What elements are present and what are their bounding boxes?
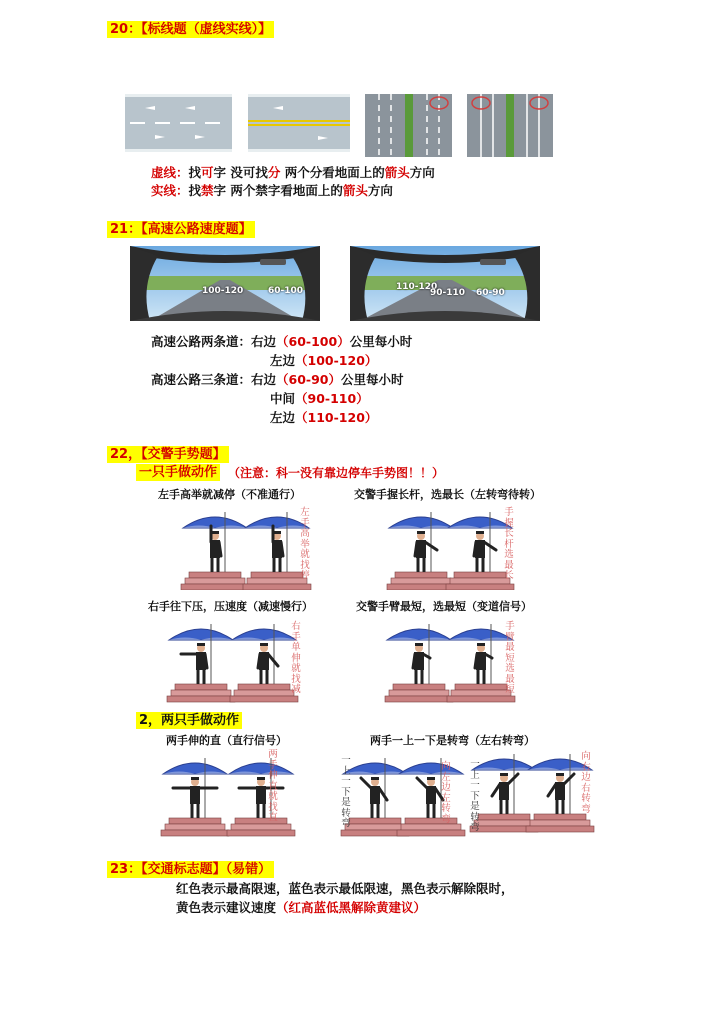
section-number: 20： [110,22,142,37]
gesture-mnemonic-1: 左手高举就找停 [300,507,310,581]
gesture-caption-6: 两手一上一下是转弯（左右转弯） [370,734,535,747]
gesture-mnemonic-6c: 一上一下是转弯 [470,759,480,833]
gesture-figure-2 [383,506,518,590]
gesture-figure-6b [468,748,596,838]
dashed-line-rule: 虚线：找可字 没可找分 两个分看地面上的箭头方向 [151,165,435,180]
section-23-heading: 23：【交通标志题】（易错） [107,861,274,878]
police-gesture-illustration [153,749,303,838]
gesture-mnemonic-6b: 向左边左转弯 [441,761,451,825]
gesture-mnemonic-5: 两手伸直就找直 [268,749,278,823]
two-lane-right-line: 高速公路两条道：右边（60-100）公里每小时 [151,334,413,349]
three-lane-left-line: 左边（110-120） [270,410,378,425]
gesture-mnemonic-6d: 向右边右转弯 [581,751,591,815]
one-hand-subheading: 一只手做动作 [136,464,220,481]
sign-color-rule-1: 红色表示最高限速，蓝色表示最低限速，黑色表示解除限时， [176,881,514,896]
speed-label-left: 110-120 [396,282,438,292]
gesture-caption-5: 两手伸的直（直行信号） [166,734,287,747]
highway-image-two-lane [130,246,320,321]
section-22-heading: 22，【交警手势题】 [107,446,229,463]
speed-label-right: 60-100 [268,286,304,296]
gesture-mnemonic-6a: 一上一下是转弯 [341,755,351,829]
highway-image-three-lane [350,246,540,321]
police-gesture-illustration [160,618,305,704]
road-image-dashed [125,94,232,152]
gesture-figure-5 [153,749,303,838]
gesture-figure-1 [176,506,316,590]
gesture-caption-2: 交警手握长杆，选最长（左转弯待转） [354,488,541,501]
three-lane-right-line: 高速公路三条道：右边（60-90）公里每小时 [151,372,404,387]
two-lane-left-line: 左边（100-120） [270,353,378,368]
police-gesture-illustration [380,618,520,704]
road-image-aerial-1 [365,94,452,157]
gesture-figure-3 [160,618,305,704]
solid-line-rule: 实线：找禁字 两个禁字看地面上的箭头方向 [151,183,393,198]
three-lane-mid-line: 中间（90-110） [270,391,369,406]
two-hand-subheading: 2，两只手做动作 [136,712,242,729]
speed-label-left: 100-120 [202,286,244,296]
gesture-caption-4: 交警手臂最短，选最短（变道信号） [356,600,532,613]
police-gesture-illustration [383,506,518,590]
gesture-caption-3: 右手往下压，压速度（减速慢行） [148,600,313,613]
gesture-figure-4 [380,618,520,704]
note-text: （注意：科一没有靠边停车手势图！！） [228,466,445,480]
section-title: 【标线题（虚线实线）】 [141,22,272,37]
speed-label-right: 60-90 [476,288,505,298]
section-20-heading [107,21,274,38]
gesture-mnemonic-3: 右手单伸就找减 [291,621,301,695]
gesture-mnemonic-4: 手臂最短选最短 [505,621,515,695]
section-21-heading: 21：【高速公路速度题】 [107,221,255,238]
police-gesture-illustration [176,506,316,590]
gesture-caption-1: 左手高举就减停（不准通行） [158,488,301,501]
gesture-mnemonic-2: 手握长杆选最长 [504,507,514,581]
police-gesture-illustration [468,748,596,838]
road-image-yellow-solid [248,94,350,152]
sign-color-rule-2: 黄色表示建议速度（红高蓝低黑解除黄建议） [176,900,427,915]
road-image-aerial-2 [467,94,553,157]
speed-label-mid: 90-110 [430,288,466,298]
